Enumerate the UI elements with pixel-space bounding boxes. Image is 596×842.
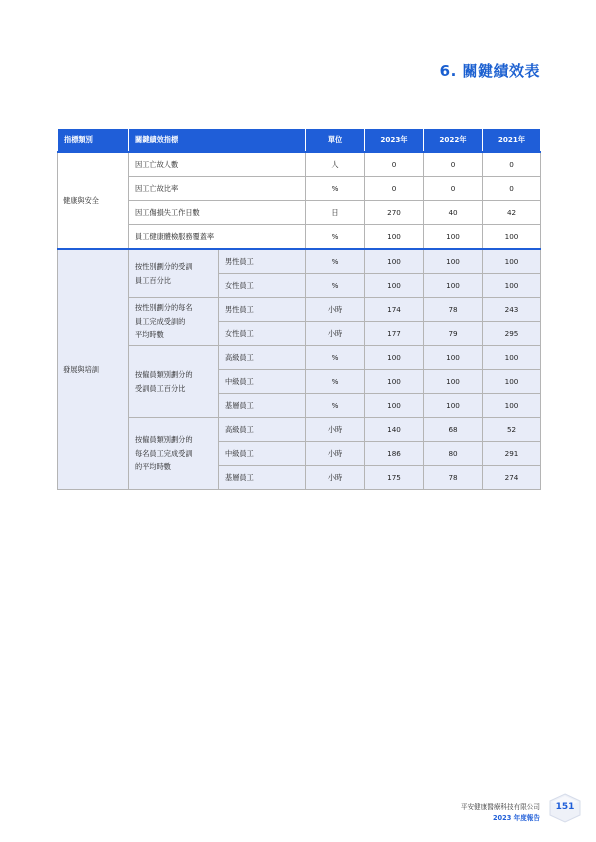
value-2022: 100 (424, 370, 483, 394)
value-2022: 100 (424, 249, 483, 274)
table-header-row (58, 129, 541, 153)
page-number: 151 (555, 802, 575, 812)
table-row (58, 177, 541, 201)
value-2022: 68 (424, 418, 483, 442)
value-2023: 100 (365, 274, 424, 298)
unit-cell: 人 (306, 152, 365, 177)
value-2023: 100 (365, 394, 424, 418)
value-2023: 0 (365, 177, 424, 201)
value-2021: 42 (483, 201, 541, 225)
subindicator-cell: 按性別劃分的受訓 員工百分比 (129, 249, 219, 298)
unit-cell: % (306, 249, 365, 274)
value-2023: 100 (365, 370, 424, 394)
footer-company: 平安健康醫療科技有限公司 (460, 803, 540, 811)
table-row (58, 225, 541, 250)
group-cell: 高級員工 (219, 418, 306, 442)
header-unit: 單位 (306, 129, 365, 153)
indicator-cell: 因工亡故比率 (129, 177, 306, 201)
value-2023: 100 (365, 249, 424, 274)
training-group (58, 249, 541, 490)
value-2021: 274 (483, 466, 541, 490)
header-indicator: 關鍵績效指標 (129, 129, 306, 153)
unit-cell: 小時 (306, 442, 365, 466)
table-row (58, 201, 541, 225)
category-cell: 發展與培訓 (58, 249, 129, 490)
value-2021: 100 (483, 346, 541, 370)
value-2023: 270 (365, 201, 424, 225)
value-2021: 100 (483, 394, 541, 418)
value-2021: 100 (483, 370, 541, 394)
value-2021: 100 (483, 274, 541, 298)
value-2021: 291 (483, 442, 541, 466)
category-cell: 健康與安全 (58, 152, 129, 249)
group-cell: 基層員工 (219, 466, 306, 490)
group-cell: 中級員工 (219, 370, 306, 394)
table-row (58, 249, 541, 274)
table-row (58, 152, 541, 177)
subindicator-cell: 按性別劃分的每名 員工完成受訓的 平均時數 (129, 298, 219, 346)
group-cell: 中級員工 (219, 442, 306, 466)
table-row (58, 298, 541, 322)
value-2023: 140 (365, 418, 424, 442)
header-2023: 2023年 (365, 129, 424, 153)
unit-cell: % (306, 346, 365, 370)
value-2023: 0 (365, 152, 424, 177)
value-2022: 100 (424, 274, 483, 298)
value-2021: 52 (483, 418, 541, 442)
value-2022: 79 (424, 322, 483, 346)
subindicator-cell: 按僱員類別劃分的 每名員工完成受訓 的平均時數 (129, 418, 219, 490)
value-2023: 186 (365, 442, 424, 466)
table-row (58, 346, 541, 370)
value-2021: 243 (483, 298, 541, 322)
value-2022: 0 (424, 152, 483, 177)
group-cell: 女性員工 (219, 274, 306, 298)
unit-cell: % (306, 274, 365, 298)
page-number-badge (549, 793, 581, 823)
value-2022: 100 (424, 394, 483, 418)
header-2022: 2022年 (424, 129, 483, 153)
value-2023: 174 (365, 298, 424, 322)
unit-cell: 小時 (306, 298, 365, 322)
unit-cell: 小時 (306, 466, 365, 490)
group-cell: 基層員工 (219, 394, 306, 418)
indicator-cell: 因工亡故人數 (129, 152, 306, 177)
subindicator-cell: 按僱員類別劃分的 受訓員工百分比 (129, 346, 219, 418)
value-2022: 100 (424, 225, 483, 250)
kpi-table (57, 128, 541, 490)
group-cell: 男性員工 (219, 249, 306, 274)
header-2021: 2021年 (483, 129, 541, 153)
table-row (58, 418, 541, 442)
value-2021: 100 (483, 249, 541, 274)
unit-cell: % (306, 225, 365, 250)
indicator-cell: 因工傷損失工作日數 (129, 201, 306, 225)
value-2022: 0 (424, 177, 483, 201)
unit-cell: 小時 (306, 418, 365, 442)
value-2021: 0 (483, 177, 541, 201)
unit-cell: 日 (306, 201, 365, 225)
value-2023: 100 (365, 346, 424, 370)
group-cell: 女性員工 (219, 322, 306, 346)
indicator-cell: 員工健康體檢服務覆蓋率 (129, 225, 306, 250)
value-2022: 78 (424, 466, 483, 490)
value-2021: 100 (483, 225, 541, 250)
footer-report-title: 2023 年度報告 (492, 814, 540, 822)
value-2022: 100 (424, 346, 483, 370)
unit-cell: % (306, 370, 365, 394)
unit-cell: % (306, 394, 365, 418)
value-2022: 40 (424, 201, 483, 225)
value-2022: 78 (424, 298, 483, 322)
value-2021: 0 (483, 152, 541, 177)
value-2023: 175 (365, 466, 424, 490)
page-title: 6. 關鍵績效表 (439, 62, 540, 80)
header-category: 指標類別 (58, 129, 129, 153)
group-cell: 高級員工 (219, 346, 306, 370)
unit-cell: % (306, 177, 365, 201)
value-2021: 295 (483, 322, 541, 346)
group-cell: 男性員工 (219, 298, 306, 322)
unit-cell: 小時 (306, 322, 365, 346)
health-safety-group (58, 152, 541, 249)
value-2023: 100 (365, 225, 424, 250)
value-2022: 80 (424, 442, 483, 466)
value-2023: 177 (365, 322, 424, 346)
